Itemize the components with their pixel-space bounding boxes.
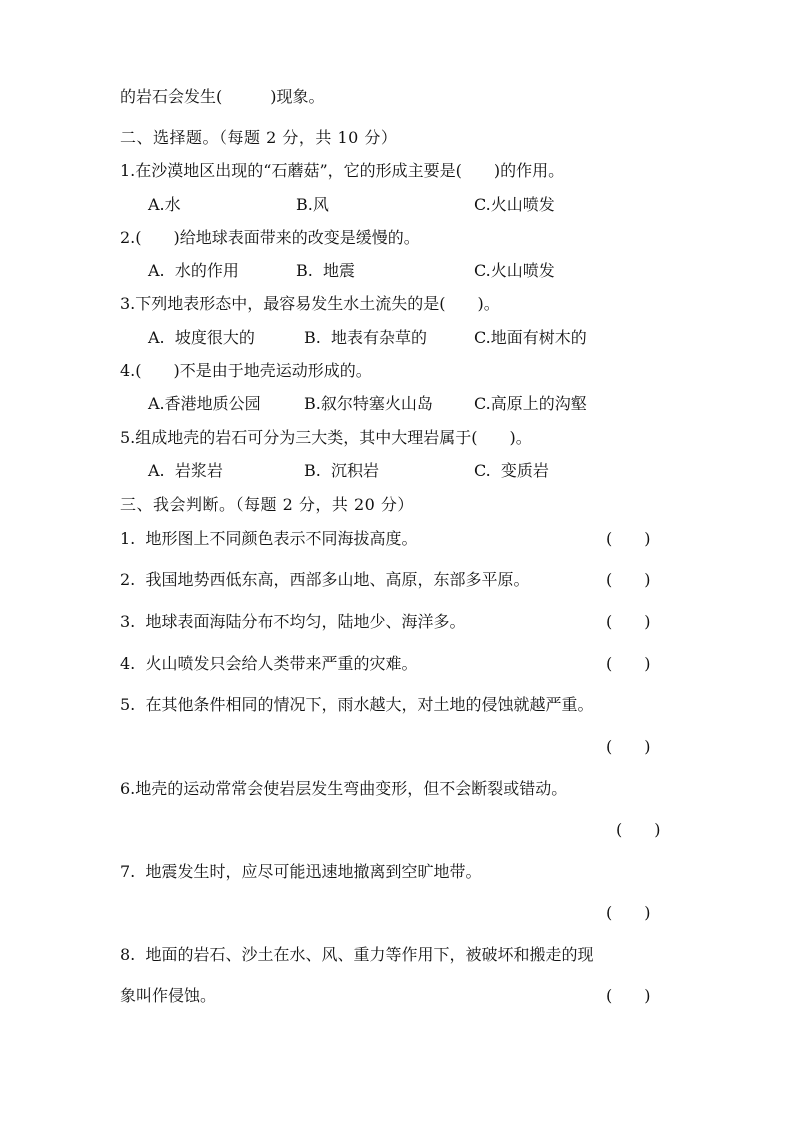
question-4-option-c: C.高原上的沟壑 <box>474 394 587 413</box>
answer-bracket-8[interactable]: ( ) <box>606 986 651 1005</box>
question-5-option-b: B. 沉积岩 <box>304 461 380 480</box>
judge-item-7: 7. 地震发生时，应尽可能迅速地撤离到空旷地带。 <box>120 862 482 881</box>
answer-bracket-7[interactable]: ( ) <box>606 903 651 922</box>
question-1-stem: 1.在沙漠地区出现的“石蘑菇”，它的形成主要是( )的作用。 <box>120 161 565 180</box>
judge-item-2: 2. 我国地势西低东高，西部多山地、高原，东部多平原。 <box>120 570 530 589</box>
judge-item-5: 5. 在其他条件相同的情况下，雨水越大，对土地的侵蚀就越严重。 <box>120 695 594 714</box>
judge-item-8-line-1: 8. 地面的岩石、沙土在水、风、重力等作用下，被破坏和搬走的现 <box>120 945 594 964</box>
question-2-stem: 2.( )给地球表面带来的改变是缓慢的。 <box>120 228 420 247</box>
judge-item-4: 4. 火山喷发只会给人类带来严重的灾难。 <box>120 654 418 673</box>
question-2-option-c: C.火山喷发 <box>474 261 555 280</box>
question-3-option-b: B. 地表有杂草的 <box>304 328 428 347</box>
judge-item-6: 6.地壳的运动常常会使岩层发生弯曲变形，但不会断裂或错动。 <box>120 779 568 798</box>
answer-bracket-2[interactable]: ( ) <box>606 570 651 589</box>
question-3-stem: 3.下列地表形态中，最容易发生水土流失的是( )。 <box>120 294 500 313</box>
question-4-stem: 4.( )不是由于地壳运动形成的。 <box>120 361 372 380</box>
question-5-option-a: A. 岩浆岩 <box>148 461 223 480</box>
question-2-option-a: A. 水的作用 <box>148 261 239 280</box>
judge-item-1: 1. 地形图上不同颜色表示不同海拔高度。 <box>120 529 418 548</box>
answer-bracket-6[interactable]: ( ) <box>616 820 661 839</box>
carry-over-line: 的岩石会发生( )现象。 <box>120 87 325 106</box>
question-2-option-b: B. 地震 <box>296 261 356 280</box>
question-5-option-c: C. 变质岩 <box>474 461 549 480</box>
question-5-stem: 5.组成地壳的岩石可分为三大类，其中大理岩属于( )。 <box>120 428 532 447</box>
question-4-option-a: A.香港地质公园 <box>148 394 261 413</box>
judge-item-8-line-2: 象叫作侵蚀。 <box>120 986 217 1005</box>
question-1-option-c: C.火山喷发 <box>474 195 555 214</box>
section2-heading: 二、选择题。（每题 2 分，共 10 分） <box>120 128 398 147</box>
question-1-option-b: B.风 <box>296 195 329 214</box>
answer-bracket-1[interactable]: ( ) <box>606 529 651 548</box>
section3-heading: 三、我会判断。（每题 2 分，共 20 分） <box>120 495 414 514</box>
answer-bracket-3[interactable]: ( ) <box>606 612 651 631</box>
answer-bracket-5[interactable]: ( ) <box>606 737 651 756</box>
question-3-option-c: C.地面有树木的 <box>474 328 587 347</box>
question-4-option-b: B.叙尔特塞火山岛 <box>304 394 433 413</box>
question-3-option-a: A. 坡度很大的 <box>148 328 255 347</box>
question-1-option-a: A.水 <box>148 195 181 214</box>
answer-bracket-4[interactable]: ( ) <box>606 654 651 673</box>
judge-item-3: 3. 地球表面海陆分布不均匀，陆地少、海洋多。 <box>120 612 466 631</box>
